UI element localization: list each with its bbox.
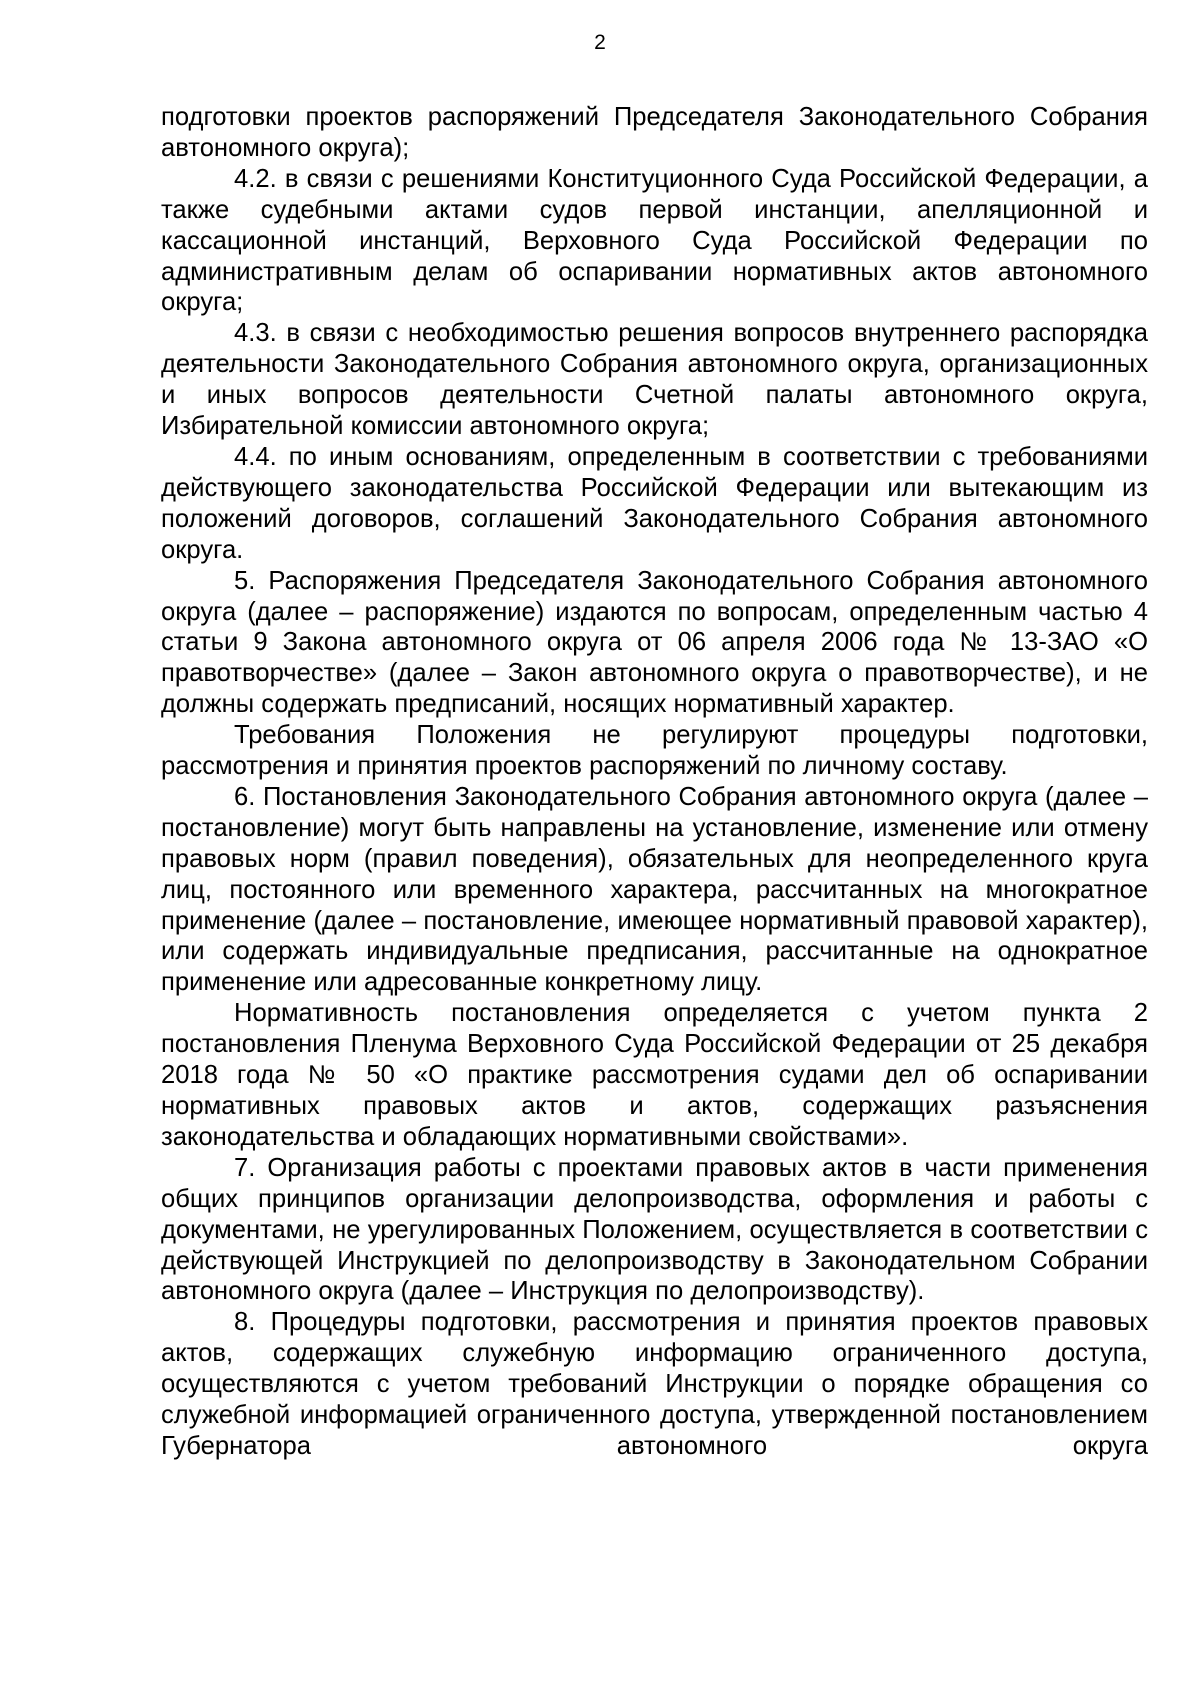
- paragraph: 4.4. по иным основаниям, определенным в соответствии с требованиями действующего законодательства Российской Федерации или вытекающим из положений договоров, соглашений Законодательного Собрания автономного округа.: [161, 442, 1148, 564]
- paragraph: 4.3. в связи с необходимостью решения вопросов внутреннего распорядка деятельности Законодательного Собрания автономного округа, организационных и иных вопросов деятельности Счетной палаты автономного округа, Избирательной комиссии автономного округа;: [161, 319, 1148, 441]
- paragraph: Требования Положения не регулируют процедуры подготовки, рассмотрения и принятия проектов распоряжений по личному составу.: [161, 721, 1148, 781]
- document-body: [161, 102, 1148, 1462]
- paragraph: подготовки проектов распоряжений Председателя Законодательного Собрания автономного округа);: [161, 103, 1148, 162]
- paragraph: Нормативность постановления определяется с учетом пункта 2 постановления Пленума Верховного Суда Российской Федерации от 25 декабря 2018 года № 50 «О практике рассмотрения судами дел об оспаривании нормативных правовых актов и актов, содержащих разъяснения законодательства и обладающих нормативными свойствами».: [161, 999, 1148, 1151]
- paragraph: 4.2. в связи с решениями Конституционного Суда Российской Федерации, а также судебными актами судов первой инстанции, апелляционной и кассационной инстанций, Верховного Суда Российской Федерации по административным делам об оспаривании нормативных актов автономного округа;: [161, 164, 1148, 317]
- paragraph: 7. Организация работы с проектами правовых актов в части применения общих принципов организации делопроизводства, оформления и работы с документами, не урегулированных Положением, осуществляется в соответствии с действующей Инструкцией по делопроизводству в Законодательном Собрании автономного округа (далее – Инструкция по делопроизводству).: [161, 1153, 1148, 1306]
- paragraph: 5. Распоряжения Председателя Законодательного Собрания автономного округа (далее – распоряжение) издаются по вопросам, определенным частью 4 статьи 9 Закона автономного округа от 06 апреля 2006 года № 13-ЗАО «О правотворчестве» (далее – Закон автономного округа о правотворчестве), и не должны содержать предписаний, носящих нормативный характер.: [161, 566, 1148, 719]
- paragraph: 8. Процедуры подготовки, рассмотрения и принятия проектов правовых актов, содержащих служебную информацию ограниченного доступа, осуществляются с учетом требований Инструкции о порядке обращения со служебной информацией ограниченного доступа, утвержденной постановлением Губернатора автономного округа: [161, 1308, 1148, 1460]
- paragraph: 6. Постановления Законодательного Собрания автономного округа (далее – постановление) могут быть направлены на установление, изменение или отмену правовых норм (правил поведения), обязательных для неопределенного круга лиц, постоянного или временного характера, рассчитанных на многократное применение (далее – постановление, имеющее нормативный правовой характер), или содержать индивидуальные предписания, рассчитанные на однократное применение или адресованные конкретному лицу.: [161, 782, 1148, 997]
- page-number: 2: [594, 31, 606, 54]
